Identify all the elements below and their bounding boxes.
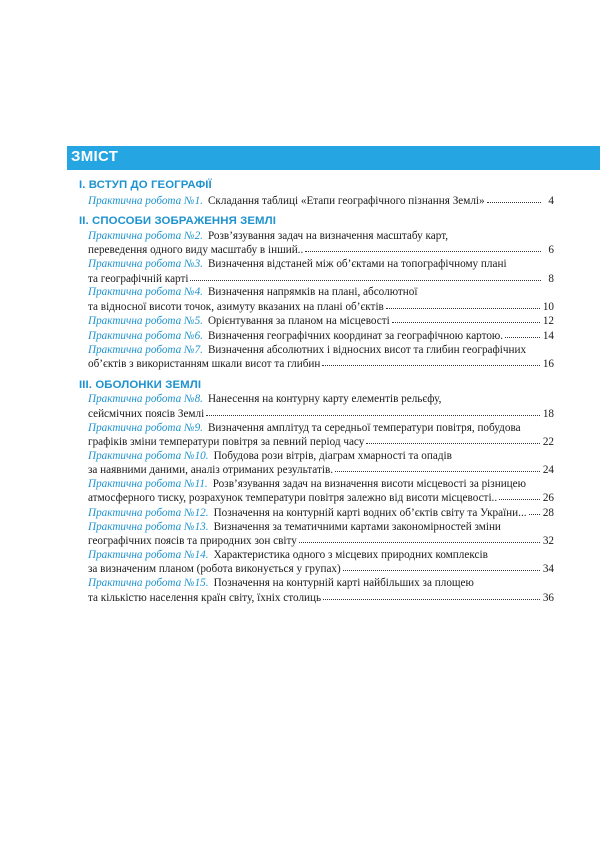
entry-text: Визначення амплітуд та середньої температури повітря, побудова [207, 421, 521, 434]
page-number: 28 [542, 507, 554, 520]
entry-text: об’єктів з використанням шкали висот та глибин [88, 358, 321, 371]
page-number: 14 [542, 329, 554, 342]
dot-leader [323, 591, 540, 601]
dot-leader [529, 506, 540, 516]
dot-leader [386, 300, 540, 310]
entry-text: атмосферного тиску, розрахунок температури повітря залежно від висоти місцевості.. [88, 492, 498, 505]
page-title: ЗМІСТ [71, 148, 119, 165]
dot-leader [392, 314, 540, 324]
toc-entry-line [88, 521, 554, 535]
dot-leader [499, 491, 540, 501]
dot-leader [487, 194, 541, 204]
toc-entry[interactable] [80, 344, 554, 372]
toc-entry-line [88, 478, 554, 492]
entry-text: за визначеним планом (робота виконується у групах) [88, 563, 341, 576]
toc-entry[interactable] [80, 549, 554, 577]
entry-text: географічних поясів та природних зон світу [88, 535, 297, 548]
entry-text: Визначення географічних координат за географічною картою. [207, 329, 504, 342]
entry-text: Складання таблиці «Етапи географічного пізнання Землі» [207, 194, 485, 207]
toc-entry-line [88, 491, 554, 506]
toc-entry-line [88, 329, 554, 344]
toc-entry-line [88, 422, 554, 436]
entry-text: Позначення на контурній карті водних об’єктів світу та України... [213, 507, 527, 520]
dot-leader [343, 562, 540, 572]
practical-work-label: Практична робота №4. [88, 286, 203, 299]
toc-entry-line [88, 357, 554, 372]
toc-entry-line [88, 258, 554, 272]
entry-text: за наявними даними, аналіз отриманих результатів. [88, 464, 334, 477]
toc-entry-line [88, 534, 554, 549]
toc-entry[interactable] [80, 194, 554, 209]
practical-work-label: Практична робота №6. [88, 329, 203, 342]
practical-work-label: Практична робота №8. [88, 393, 203, 406]
entry-text: сейсмічних поясів Землі [88, 407, 205, 420]
toc-entry-line [88, 463, 554, 478]
toc-entry[interactable] [80, 577, 554, 605]
section-title: I. ВСТУП ДО ГЕОГРАФІЇ [79, 179, 212, 191]
section-title: III. ОБОЛОНКИ ЗЕМЛІ [79, 378, 202, 391]
dot-leader [322, 357, 539, 367]
toc-entry[interactable] [80, 393, 554, 421]
toc-entry-line [88, 435, 554, 450]
toc-entry[interactable] [80, 314, 554, 329]
entry-text: Визначення напрямків на плані, абсолютної [207, 286, 418, 299]
practical-work-label: Практична робота №15. [88, 577, 209, 590]
entry-text: та відносної висоти точок, азимуту вказаних на плані об’єктів [88, 300, 384, 313]
section-title: II. СПОСОБИ ЗОБРАЖЕННЯ ЗЕМЛІ [79, 215, 277, 228]
dot-leader [190, 272, 541, 282]
entry-text: Нанесення на контурну карту елементів рельєфу, [207, 393, 442, 406]
entry-text: Побудова рози вітрів, діаграм хмарності та опадів [213, 449, 452, 462]
page-number: 22 [542, 436, 554, 449]
dot-leader [305, 243, 541, 253]
page-number: 4 [548, 194, 554, 207]
toc-entry-line [88, 577, 554, 591]
toc-entry[interactable] [80, 329, 554, 344]
page-number: 6 [548, 244, 554, 257]
table-of-contents [80, 179, 554, 605]
entry-text: Визначення відстаней між об’єктами на топографічному плані [207, 257, 507, 270]
toc-entry-line [88, 562, 554, 577]
toc-entry[interactable] [80, 450, 554, 478]
dot-leader [505, 329, 540, 339]
practical-work-label: Практична робота №11. [88, 477, 208, 490]
practical-work-label: Практична робота №2. [88, 229, 203, 242]
entry-text: Позначення на контурній карті найбільших за площею [213, 577, 474, 590]
toc-entry[interactable] [80, 258, 554, 286]
toc-entry-line [88, 393, 554, 407]
toc-entry-line [88, 243, 554, 258]
toc-entry-line [88, 194, 554, 209]
toc-entry[interactable] [80, 521, 554, 549]
dot-leader [206, 407, 540, 417]
practical-work-label: Практична робота №12. [88, 507, 209, 520]
practical-work-label: Практична робота №3. [88, 257, 203, 270]
toc-entry[interactable] [80, 422, 554, 450]
page-number: 34 [542, 563, 554, 576]
practical-work-label: Практична робота №5. [88, 315, 203, 328]
entry-text: та географічній карті [88, 272, 189, 285]
entry-text: Характеристика одного з місцевих природних комплексів [213, 548, 488, 561]
entry-text: Визначення абсолютних і відносних висот та глибин географічних [207, 343, 527, 356]
practical-work-label: Практична робота №7. [88, 343, 203, 356]
page-number: 32 [542, 535, 554, 548]
page-number: 16 [542, 358, 554, 371]
page-number: 26 [542, 492, 554, 505]
dot-leader [366, 435, 539, 445]
dot-leader [299, 534, 540, 544]
toc-entry-line [88, 450, 554, 464]
practical-work-label: Практична робота №10. [88, 449, 209, 462]
entry-text: Визначення за тематичними картами закономірностей зміни [213, 520, 501, 533]
toc-entry-line [88, 591, 554, 606]
entry-text: та кількістю населення країн світу, їхніх столиць [88, 591, 322, 604]
toc-entry-line [88, 506, 554, 521]
practical-work-label: Практична робота №14. [88, 548, 209, 561]
toc-entry-line [88, 344, 554, 358]
practical-work-label: Практична робота №1. [88, 194, 203, 207]
toc-entry[interactable] [80, 478, 554, 506]
entry-text: Розв’язування задач на визначення масштабу карт, [207, 229, 449, 242]
toc-entry-line [88, 286, 554, 300]
toc-entry-line [88, 549, 554, 563]
page-number: 24 [542, 464, 554, 477]
page-number: 18 [542, 407, 554, 420]
entry-text: переведення одного виду масштабу в інший.. [88, 244, 304, 257]
toc-entry[interactable] [80, 230, 554, 258]
toc-entry[interactable] [80, 286, 554, 314]
contents-header-bar [67, 146, 600, 170]
entry-text: Орієнтування за планом на місцевості [207, 315, 390, 328]
toc-entry-line [88, 407, 554, 422]
toc-entry-line [88, 230, 554, 244]
practical-work-label: Практична робота №13. [88, 520, 209, 533]
dot-leader [335, 463, 540, 473]
page-number: 8 [548, 272, 554, 285]
toc-entry-line [88, 300, 554, 315]
entry-text: графіків зміни температури повітря за певний період часу [88, 436, 365, 449]
toc-entry[interactable] [80, 506, 554, 521]
page-number: 36 [542, 591, 554, 604]
toc-entry-line [88, 272, 554, 287]
page-number: 10 [542, 300, 554, 313]
toc-entry-line [88, 314, 554, 329]
entry-text: Розв’язування задач на визначення висоти місцевості за різницею [212, 477, 526, 490]
page-number: 12 [542, 315, 554, 328]
practical-work-label: Практична робота №9. [88, 421, 203, 434]
